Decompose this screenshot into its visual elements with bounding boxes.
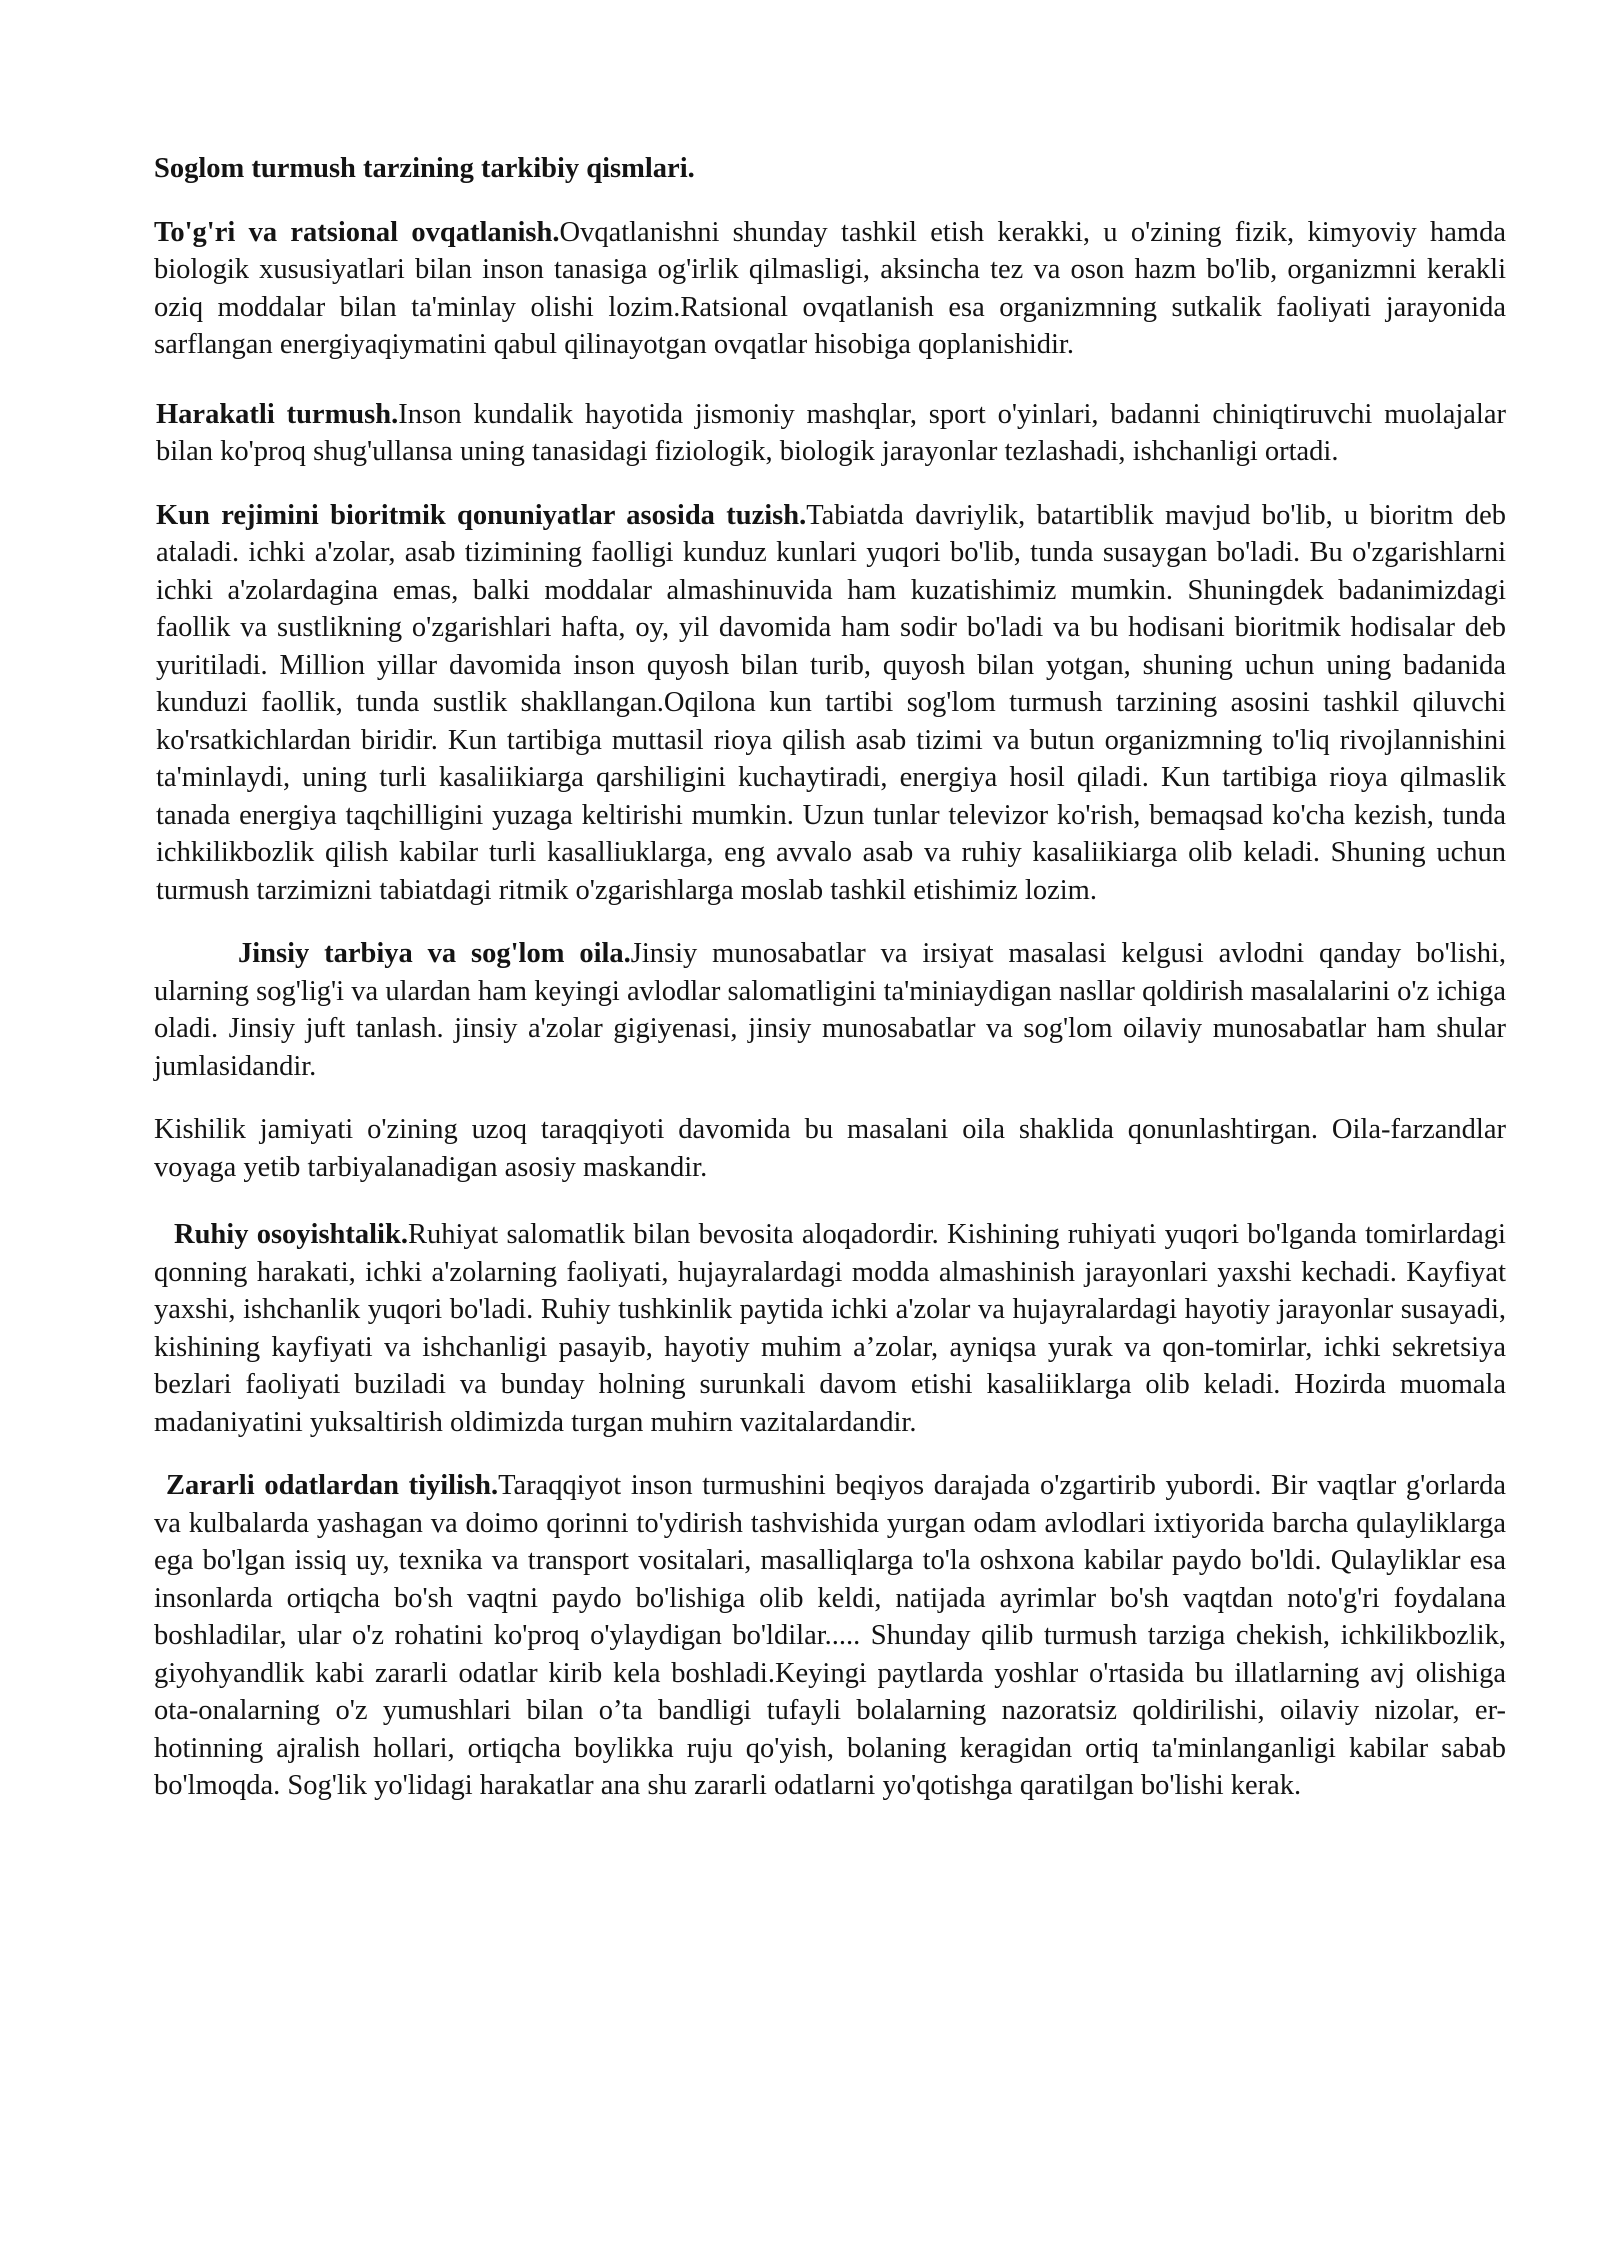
paragraph-ratsional-ovqatlanish: [154, 214, 1506, 364]
paragraph-kun-rejimi: [154, 497, 1506, 910]
document-page: [154, 150, 1506, 1831]
paragraph-heading: Ruhiy osoyishtalik.: [174, 1219, 408, 1250]
paragraph-text: Tabiatda davriylik, batartiblik mavjud bo'lib, u bioritm deb ataladi. ichki a'zolar, asab tizimining faolligi kunduz kunlari yuqori bo'lib, tunda susaygan bo'ladi. Bu o'zgarishlarni ichki a'zolardagina emas, balki moddalar almashinuvida ham kuzatishimiz mumkin. Shuningdek badanimizdagi faollik va sustlikning o'zgarishlari hafta, oy, yil davomida ham sodir bo'ladi va bu hodisani bioritmik hodisalar deb yuritiladi. Million yillar davomida inson quyosh bilan turib, quyosh bilan yotgan, shuning uchun uning badanida kunduzi faollik, tunda sustlik shakllangan.Oqilona kun tartibi sog'lom turmush tarzining asosini tashkil qiluvchi ko'rsatkichlardan biridir. Kun tartibiga muttasil rioya qilish asab tizimi va butun organizmning to'liq rivojlannishini ta'minlaydi, uning turli kasaliikiarga qarshiligini kuchaytiradi, energiya hosil qiladi. Kun tartibiga rioya qilmaslik tanada energiya taqchilligini yuzaga keltirishi mumkin. Uzun tunlar televizor ko'rish, bemaqsad ko'cha kezish, tunda ichkilikbozlik qilish kabilar turli kasalliuklarga, eng avvalo asab va ruhiy kasaliikiarga olib keladi. Shuning uchun turmush tarzimizni tabiatdagi ritmik o'zgarishlarga moslab tashkil etishimiz lozim.: [156, 499, 1506, 906]
paragraph-text: Inson kundalik hayotida jismoniy mashqlar, sport o'yinlari, badanni chiniqtiruvchi muolajalar bilan ko'proq shug'ullansa uning tanasidagi fiziologik, biologik jarayonlar tezlashadi, ishchanligi ortadi.: [156, 398, 1506, 467]
paragraph-heading: Harakatli turmush.: [156, 398, 399, 430]
paragraph-heading: Jinsiy tarbiya va sog'lom oila.: [238, 938, 631, 969]
paragraph-kishilik-jamiyati: [154, 1111, 1506, 1186]
paragraph-text: Ovqatlanishni shunday tashkil etish kerakki, u o'zining fizik, kimyoviy hamda biologik xususiyatlari bilan inson tanasiga og'irlik qilmasligi, aksincha tez va oson hazm bo'lib, organizmni kerakli oziq moddalar bilan ta'minlay olishi lozim.Ratsional ovqatlanish esa organizmning sutkalik faoliyati jarayonida sarflangan energiyaqiymatini qabul qilinayotgan ovqatlar hisobiga qoplanishidir.: [154, 216, 1506, 360]
paragraph-heading: Kun rejimini bioritmik qonuniyatlar asosida tuzish.: [156, 499, 807, 531]
paragraph-zararli-odatlar: [154, 1467, 1506, 1805]
paragraph-text: Taraqqiyot inson turmushini beqiyos darajada o'zgartirib yubordi. Bir vaqtlar g'orlarda va kulbalarda yashagan va doimo qorinni to'ydirish tashvishida yurgan odam avlodlari ixtiyorida barcha qulayliklarga ega bo'lgan issiq uy, texnika va transport vositalari, masalliqlarga to'la oshxona kabilar paydo bo'ldi. Qulayliklar esa insonlarda ortiqcha bo'sh vaqtni paydo bo'lishiga olib keldi, natijada ayrimlar bo'sh vaqtdan noto'g'ri foydalana boshladilar, ular o'z rohatini ko'proq o'ylaydigan bo'ldilar..... Shunday qilib turmush tarziga chekish, ichkilikbozlik, giyohyandlik kabi zararli odatlar kirib kela boshladi.Keyingi paytlarda yoshlar o'rtasida bu illatlarning avj olishiga ota-onalarning o'z yumushlari bilan o’ta bandligi tufayli bolalarning nazoratsiz qoldirilishi, oilaviy nizolar, er-hotinning ajralish hollari, ortiqcha boylikka ruju qo'yish, bolaning keragidan ortiq ta'minlanganligi kabilar sabab bo'lmoqda. Sog'lik yo'lidagi harakatlar ana shu zararli odatlarni yo'qotishga qaratilgan bo'lishi kerak.: [154, 1470, 1506, 1801]
paragraph-text: Jinsiy munosabatlar va irsiyat masalasi kelgusi avlodni qanday bo'lishi, ularning sog'lig'i va ulardan ham keyingi avlodlar salomatligini ta'miniaydigan nasllar qoldirish masalalarini o'z ichiga oladi. Jinsiy juft tanlash. jinsiy a'zolar gigiyenasi, jinsiy munosabatlar va sog'lom oilaviy munosabatlar ham shular jumlasidandir.: [154, 938, 1506, 1082]
paragraph-harakatli-turmush: [154, 396, 1506, 471]
paragraph-ruhiy-osoyishtalik: [154, 1216, 1506, 1441]
paragraph-heading: To'g'ri va ratsional ovqatlanish.: [154, 216, 560, 248]
document-title: Soglom turmush tarzining tarkibiy qismlari.: [154, 153, 695, 184]
paragraph-jinsiy-tarbiya: [154, 935, 1506, 1085]
paragraph-heading: Zararli odatlardan tiyilish.: [166, 1470, 499, 1501]
paragraph-text: Ruhiyat salomatlik bilan bevosita aloqadordir. Kishining ruhiyati yuqori bo'lganda tomirlardagi qonning harakati, ichki a'zolarning faoliyati, hujayralardagi modda almashinish jarayonlari yaxshi kechadi. Kayfiyat yaxshi, ishchanlik yuqori bo'ladi. Ruhiy tushkinlik paytida ichki a'zolar va hujayralardagi hayotiy jarayonlar susayadi, kishining kayfiyati va ishchanligi pasayib, hayotiy muhim a’zolar, ayniqsa yurak va qon-tomirlar, ichki sekretsiya bezlari faoliyati buziladi va bunday holning surunkali davom etishi kasaliiklarga olib keladi. Hozirda muomala madaniyatini yuksaltirish oldimizda turgan muhirn vazitalardandir.: [154, 1219, 1506, 1438]
paragraph-text: Kishilik jamiyati o'zining uzoq taraqqiyoti davomida bu masalani oila shaklida qonunlashtirgan. Oila-farzandlar voyaga yetib tarbiyalanadigan asosiy maskandir.: [154, 1114, 1506, 1183]
